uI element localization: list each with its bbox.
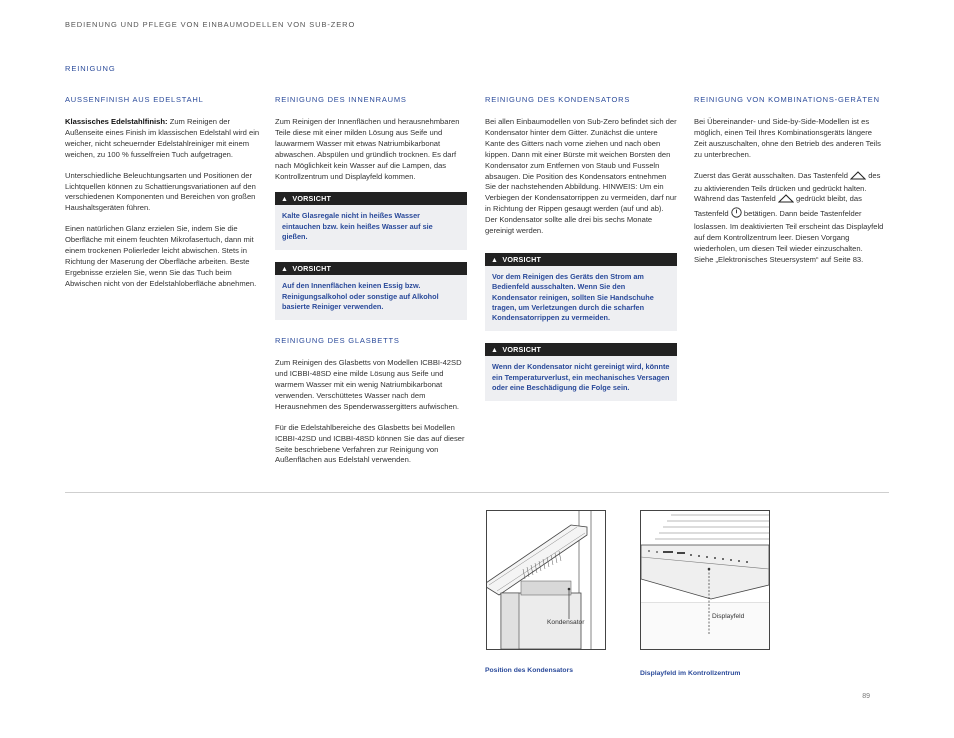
caution-box bbox=[485, 253, 677, 331]
caution-label: VORSICHT bbox=[292, 264, 332, 274]
condenser-caption: Position des Kondensators bbox=[485, 667, 573, 674]
display-label: Displayfeld bbox=[712, 613, 745, 620]
display-illustration bbox=[641, 511, 769, 649]
caution-text: Auf den Innenflächen keinen Essig bzw. Reinigungsalkohol oder sonstige auf Alkohol basierte Reiniger verwenden. bbox=[282, 281, 439, 311]
caution-header bbox=[485, 253, 677, 266]
paragraph: Unterschiedliche Beleuchtungsarten und Positionen der Lichtquellen können zu Schattierungsvariationen auf den verschiedenen Komponenten und Bereichen von großen Haushaltsgeräten führen. bbox=[65, 170, 256, 213]
caution-box bbox=[485, 343, 677, 401]
heading-combination: REINIGUNG VON KOMBINATIONS-GERÄTEN bbox=[694, 95, 880, 104]
column-stainless-exterior bbox=[65, 95, 260, 300]
up-arrow-key-icon bbox=[778, 194, 794, 207]
warning-triangle-icon: ▲ bbox=[491, 256, 499, 264]
caution-header bbox=[275, 192, 467, 205]
warning-triangle-icon: ▲ bbox=[281, 266, 289, 274]
caution-label: VORSICHT bbox=[292, 194, 332, 204]
heading-interior: REINIGUNG DES INNENRAUMS bbox=[275, 95, 407, 104]
paragraph-text: betätigen. Dann beide Tastenfelder loslassen. Im deaktivierten Teil erscheint das Displayfeld auf dem Kontrollzentrum leer. Diesen Vorgang wiederholen, um diesen Teil wieder einzuschalten. Siehe „Elektronisches Steuersystem“ auf Seite 83. bbox=[694, 209, 884, 264]
caution-label: VORSICHT bbox=[502, 254, 542, 264]
section-divider bbox=[65, 492, 889, 493]
paragraph bbox=[694, 171, 884, 266]
column-interior bbox=[275, 95, 467, 476]
power-key-icon bbox=[731, 207, 742, 222]
caution-text: Wenn der Kondensator nicht gereinigt wird, könnte ein Temperaturverlust, ein mechanisches Versagen oder eine Beschädigung die Folge sein. bbox=[492, 362, 670, 393]
paragraph bbox=[65, 117, 260, 161]
paragraph: Einen natürlichen Glanz erzielen Sie, indem Sie die Oberfläche mit einem feuchten Mikrofasertuch, dann mit einem trockenen Polierleder leicht abwischen. Stets in Richtung der Maserung der Oberfläche arbeiten. Beste Ergebnisse erzielen Sie, wenn Sie das Tuch beim Abwischen nicht von der Edelstahloberfläche abnehmen. bbox=[65, 224, 257, 288]
condenser-figure bbox=[486, 510, 606, 650]
section-title: REINIGUNG bbox=[65, 64, 116, 73]
display-figure bbox=[640, 510, 770, 650]
bold-lead: Klassisches Edelstahlfinish: bbox=[65, 117, 168, 126]
paragraph: Zum Reinigen des Glasbetts von Modellen ICBBI-42SD und ICBBI-48SD eine milde Lösung aus Seife und warmem Wasser mit ein wenig Natriumbikarbonat verwenden. Verschüttetes Wasser nach dem Herausnehmen des Spenderwassergitters aufwischen. bbox=[275, 358, 462, 411]
caution-header bbox=[275, 262, 467, 275]
caution-text: Kalte Glasregale nicht in heißes Wasser eintauchen bzw. kein heißes Wasser auf sie gießen. bbox=[282, 211, 433, 242]
heading-condenser: REINIGUNG DES KONDENSATORS bbox=[485, 95, 631, 104]
paragraph: Zum Reinigen der Innenflächen und herausnehmbaren Teile diese mit einer milden Lösung aus Seife und lauwarmem Wasser mit etwas Natriumbikarbonat abwaschen. Abspülen und gründlich trocknen. Es darf nach Möglichkeit kein Wasser auf die Lampen, das Kontrollzentrum und Displayfeld kommen. bbox=[275, 117, 460, 181]
caution-box bbox=[275, 262, 467, 320]
caution-text: Vor dem Reinigen des Geräts den Strom am Bedienfeld ausschalten. Wenn Sie den Kondensator reinigen, sollten Sie Handschuhe tragen, um Verletzungen durch die scharfen Kondensatorrippen zu vermeiden. bbox=[492, 271, 654, 323]
up-arrow-key-icon bbox=[850, 171, 866, 184]
warning-triangle-icon: ▲ bbox=[491, 347, 499, 355]
paragraph-text: gedrückt bleibt, das Tastenfeld bbox=[694, 194, 862, 219]
paragraph-text: des zu aktivierenden Teils drücken und gedrückt halten. Während das Tastenfeld bbox=[694, 170, 881, 204]
paragraph: Für die Edelstahlbereiche des Glasbetts bei Modellen ICBBI-42SD und ICBBI-48SD können Sie das auf dieser Seite beschriebene Verfahren zur Reinigung von Außenflächen aus Edelstahl verwenden. bbox=[275, 422, 465, 465]
caution-header bbox=[485, 343, 677, 356]
caution-box bbox=[275, 192, 467, 250]
paragraph: Bei allen Einbaumodellen von Sub-Zero befindet sich der Kondensator hinter dem Gitter. Zunächst die untere Kante des Gitters nach vorne ziehen und nach oben kippen. Dann mit einer Bürste mit weichen Borsten den Kondensator zum Entfernen von Staub und Fusseln absaugen. Die Position des Kondensators entnehmen Sie der nachstehenden Abbildung. HINWEIS: Um ein Verbiegen der Kondensatorrippen zu vermeiden, darf nur in Richtung der Rippen gesaugt werden (auf und ab). Der Kondensator sollte alle drei bis sechs Monate gereinigt werden. bbox=[485, 117, 677, 236]
heading-glass-bed: REINIGUNG DES GLASBETTS bbox=[275, 336, 400, 346]
paragraph-text: Zum Reinigen der Außenseite eines Finish im klassischen Edelstahl wird ein weicher, nicht scheuernder Edelstahlreiniger mit einem weichen, zu 100 % fusselfreien Tuch aufgetragen. bbox=[65, 117, 260, 159]
condenser-label: Kondensator bbox=[547, 619, 585, 626]
page-number: 89 bbox=[862, 693, 870, 700]
running-header: BEDIENUNG UND PFLEGE VON EINBAUMODELLEN VON SUB-ZERO bbox=[65, 20, 356, 29]
heading-stainless: AUSSENFINISH AUS EDELSTAHL bbox=[65, 95, 204, 104]
paragraph: Bei Übereinander- und Side-by-Side-Modellen ist es möglich, einen Teil Ihres Kombinationsgeräts längere Zeit auszuschalten, ohne den Betrieb des anderen Teils zu unterbrechen. bbox=[694, 117, 881, 159]
caution-label: VORSICHT bbox=[502, 345, 542, 355]
display-caption: Displayfeld im Kontrollzentrum bbox=[640, 670, 741, 677]
condenser-illustration bbox=[487, 511, 605, 649]
warning-triangle-icon: ▲ bbox=[281, 196, 289, 204]
column-condenser bbox=[485, 95, 677, 413]
column-combination bbox=[694, 95, 884, 276]
paragraph-text: Zuerst das Gerät ausschalten. Das Tastenfeld bbox=[694, 170, 848, 180]
